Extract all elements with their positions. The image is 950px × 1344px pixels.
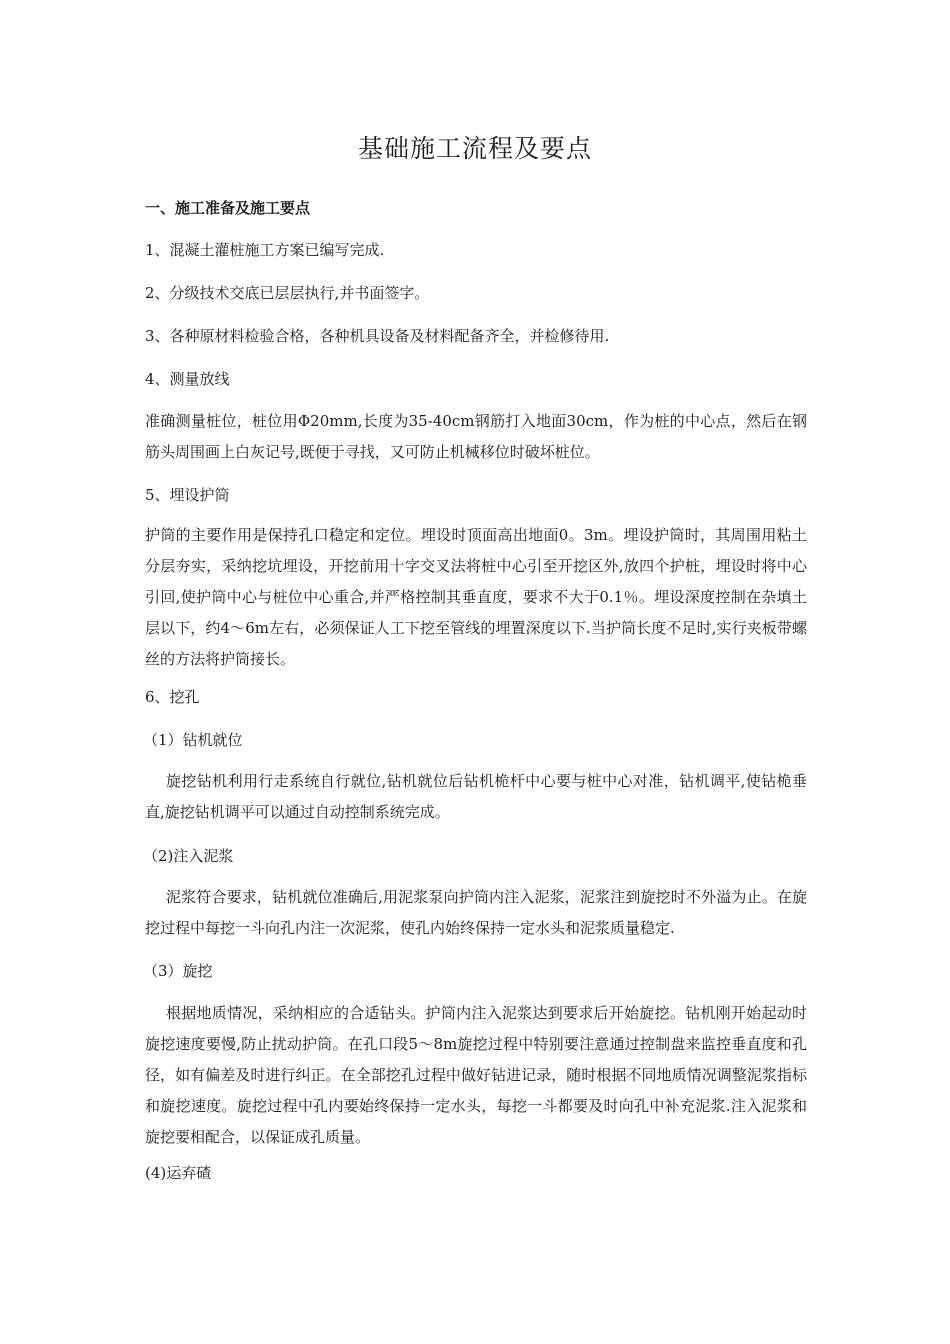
subitem-1-heading: （1）钻机就位 xyxy=(143,731,243,749)
item-4-paragraph: 准确测量桩位，桩位用Φ20mm,长度为35-40cm钢筋打入地面30cm，作为桩的中心点，然后在钢筋头周围画上白灰记号,既便于寻找，又可防止机械移位时破坏桩位。 xyxy=(145,412,807,461)
subitem-3-heading: （3）旋挖 xyxy=(143,962,213,980)
item-6-heading: 6、挖孔 xyxy=(145,688,200,706)
item-1: 1、混凝土灌桩施工方案已编写完成. xyxy=(145,241,385,259)
item-4-heading: 4、测量放线 xyxy=(145,370,230,388)
item-5-heading: 5、埋设护筒 xyxy=(145,486,230,504)
subitem-4-heading: (4)运弃碴 xyxy=(145,1164,212,1182)
document-title: 基础施工流程及要点 xyxy=(357,134,592,163)
item-2: 2、分级技术交底已层层执行,并书面签字。 xyxy=(145,284,430,302)
item-3: 3、各种原材料检验合格，各种机具设备及材料配备齐全，并检修待用. xyxy=(145,327,610,345)
subitem-1-paragraph: 旋挖钻机利用行走系统自行就位,钻机就位后钻机桅杆中心要与桩中心对准，钻机调平,使钻桅垂直,旋挖钻机调平可以通过自动控制系统完成。 xyxy=(145,772,807,821)
subitem-3-paragraph: 根据地质情况，采纳相应的合适钻头。护筒内注入泥浆达到要求后开始旋挖。钻机刚开始起动时旋挖速度要慢,防止扰动护筒。在孔口段5～8m旋挖过程中特别要注意通过控制盘来监控垂直度和孔径，如有偏差及时进行纠正。在全部挖孔过程中做好钻进记录，随时根据不同地质情况调整泥浆指标和旋挖速度。旋挖过程中孔内要始终保持一定水头，每挖一斗都要及时向孔中补充泥浆.注入泥浆和旋挖要相配合，以保证成孔质量。 xyxy=(145,1004,807,1146)
section-heading: 一、施工准备及施工要点 xyxy=(145,199,311,217)
item-5-paragraph: 护筒的主要作用是保持孔口稳定和定位。埋设时顶面高出地面0。3m。埋设护筒时，其周围用粘土分层夯实，采纳挖坑埋设，开挖前用十字交叉法将桩中心引至开挖区外,放四个护桩，埋设时将中心引回,使护筒中心与桩位中心重合,并严格控制其垂直度，要求不大于0.1％。埋设深度控制在杂填土层以下，约4～6m左右，必须保证人工下挖至管线的埋置深度以下.当护筒长度不足时,实行夹板带螺丝的方法将护筒接长。 xyxy=(145,526,807,668)
subitem-2-heading: （2)注入泥浆 xyxy=(143,847,234,865)
subitem-2-paragraph: 泥浆符合要求，钻机就位准确后,用泥浆泵向护筒内注入泥浆，泥浆注到旋挖时不外溢为止。在旋挖过程中每挖一斗向孔内注一次泥浆，使孔内始终保持一定水头和泥浆质量稳定. xyxy=(145,888,807,937)
